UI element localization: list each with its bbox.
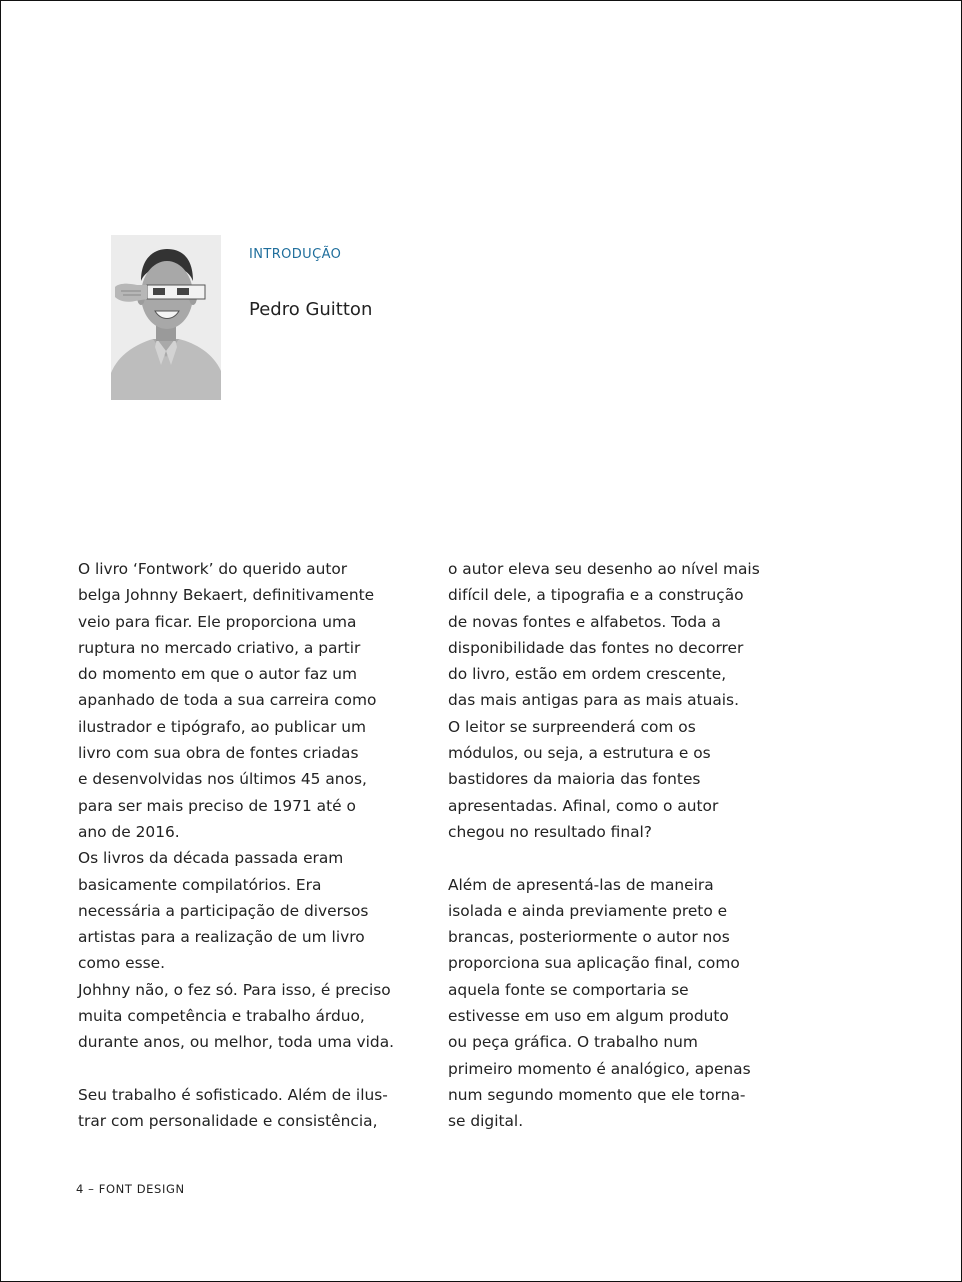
body-line: ilustrador e tipógrafo, ao publicar um [78, 717, 366, 736]
body-line: bastidores da maioria das fontes [448, 770, 701, 789]
body-line: veio para ficar. Ele proporciona uma [78, 612, 357, 631]
body-line: apresentadas. Afinal, como o autor [448, 796, 719, 815]
body-line: disponibilidade das fontes no decorrer [448, 638, 744, 657]
body-line: do momento em que o autor faz um [78, 665, 358, 684]
body-line: se digital. [448, 1112, 524, 1131]
body-line: necessária a participação de diversos [78, 901, 369, 920]
body-line: para ser mais preciso de 1971 até o [78, 796, 356, 815]
body-line: ano de 2016. [78, 822, 180, 841]
body-line: módulos, ou seja, a estrutura e os [448, 744, 711, 763]
body-column-left [78, 556, 438, 1135]
body-line: de novas fontes e alfabetos. Toda a [448, 612, 721, 631]
body-line: como esse. [78, 954, 166, 973]
body-line: Johhny não, o fez só. Para isso, é preciso [78, 980, 391, 999]
body-line: Os livros da década passada eram [78, 849, 344, 868]
body-line: ou peça gráfica. O trabalho num [448, 1033, 698, 1052]
body-line: muita competência e trabalho árduo, [78, 1007, 365, 1026]
paragraph-spacer [78, 1056, 438, 1082]
body-line: apanhado de toda a sua carreira como [78, 691, 377, 710]
body-line: do livro, estão em ordem crescente, [448, 665, 727, 684]
body-line: durante anos, ou melhor, toda uma vida. [78, 1033, 395, 1052]
body-line: proporciona sua aplicação final, como [448, 954, 740, 973]
body-line: chegou no resultado final? [448, 822, 652, 841]
body-line: belga Johnny Bekaert, definitivamente [78, 586, 375, 605]
paragraph-spacer [448, 845, 808, 871]
body-line: das mais antigas para as mais atuais. [448, 691, 739, 710]
body-line: ruptura no mercado criativo, a partir [78, 638, 361, 657]
body-column-right [448, 556, 808, 1135]
body-line: brancas, posteriormente o autor nos [448, 928, 730, 947]
body-line: num segundo momento que ele torna- [448, 1085, 746, 1104]
body-line: primeiro momento é analógico, apenas [448, 1059, 751, 1078]
body-line: O leitor se surpreenderá com os [448, 717, 696, 736]
body-line: Seu trabalho é sofisticado. Além de ilus- [78, 1085, 388, 1104]
author-name: Pedro Guitton [249, 299, 373, 320]
section-label: INTRODUÇÃO [249, 247, 342, 262]
page-folio: 4 – FONT DESIGN [76, 1182, 185, 1196]
body-line: difícil dele, a tipografia e a construção [448, 586, 744, 605]
body-line: aquela fonte se comportaria se [448, 980, 689, 999]
author-photo [111, 235, 221, 400]
body-line: Além de apresentá-las de maneira [448, 875, 714, 894]
author-portrait-image [111, 235, 221, 400]
body-line: basicamente compilatórios. Era [78, 875, 322, 894]
body-line: e desenvolvidas nos últimos 45 anos, [78, 770, 367, 789]
body-line: artistas para a realização de um livro [78, 928, 365, 947]
body-line: o autor eleva seu desenho ao nível mais [448, 560, 760, 578]
body-line: trar com personalidade e consistência, [78, 1112, 378, 1131]
body-line: O livro ‘Fontwork’ do querido autor [78, 560, 348, 578]
body-line: estivesse em uso em algum produto [448, 1007, 729, 1026]
body-line: livro com sua obra de fontes criadas [78, 744, 359, 763]
body-line: isolada e ainda previamente preto e [448, 901, 728, 920]
